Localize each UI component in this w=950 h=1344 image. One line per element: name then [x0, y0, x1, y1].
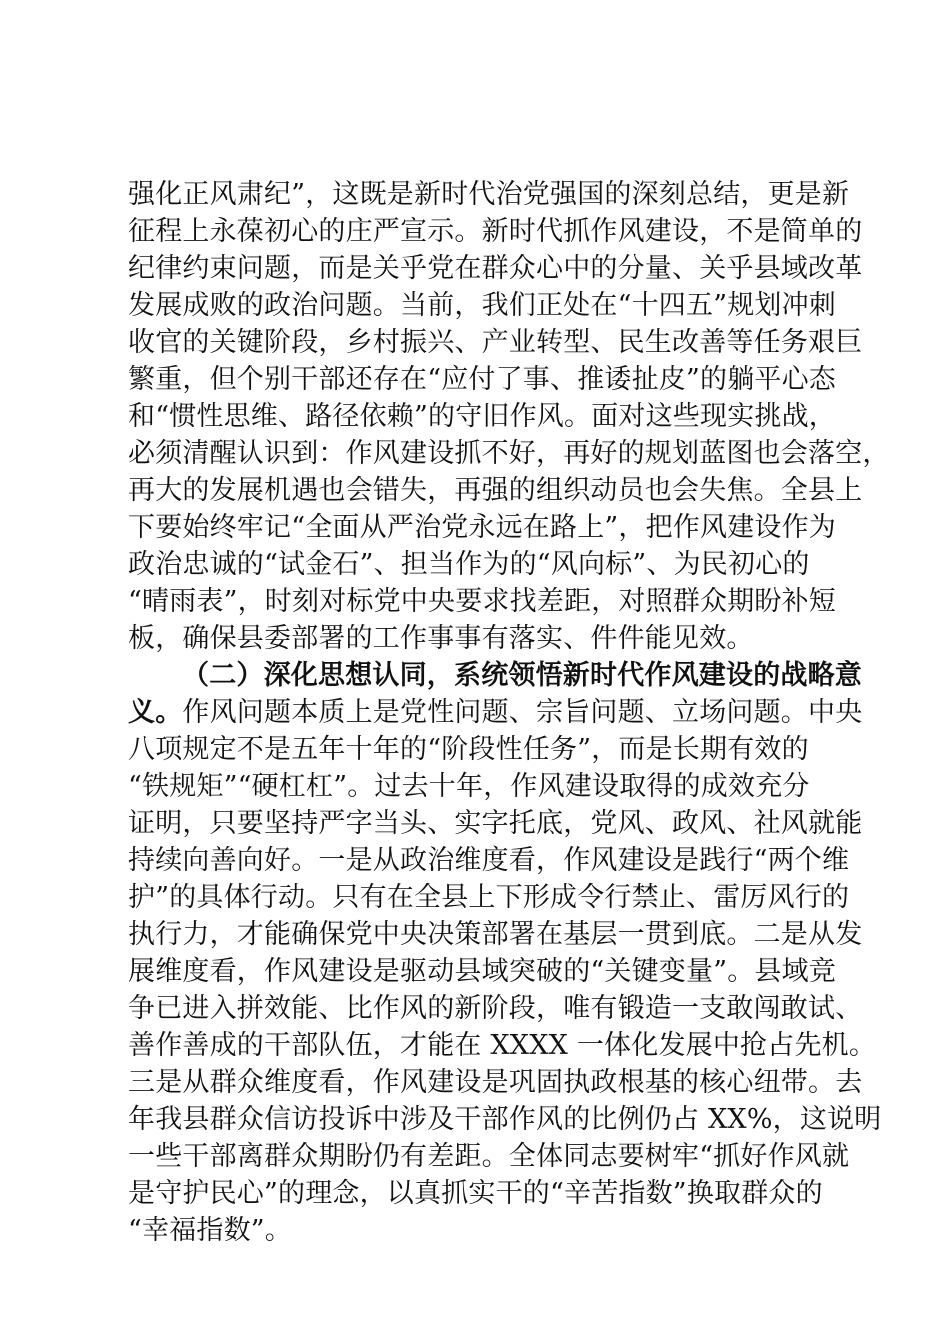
section-heading-end: 义。 — [128, 697, 183, 728]
paragraph-line: 展维度看，作风建设是驱动县域突破的“关键变量”。县域竞 — [128, 956, 837, 987]
paragraph-line: 必须清醒认识到：作风建设抓不好，再好的规划蓝图也会落空， — [128, 438, 890, 469]
paragraph-line: 政治忠诚的“试金石”、担当作为的“风向标”、为民初心的 — [128, 549, 810, 580]
document-body — [128, 176, 890, 1249]
paragraph-line: “铁规矩”“硬杠杠”。过去十年，作风建设取得的成效充分 — [128, 771, 810, 802]
paragraph-1 — [128, 176, 890, 657]
paragraph-line: 下要始终牢记“全面从严治党永远在路上”，把作风建设作为 — [128, 512, 837, 543]
paragraph-line: 征程上永葆初心的庄严宣示。新时代抓作风建设，不是简单的 — [128, 216, 863, 247]
paragraph-line: 强化正风肃纪”，这既是新时代治党强国的深刻总结，更是新 — [128, 179, 850, 210]
paragraph-line: 板，确保县委部署的工作事事有落实、件件能见效。 — [128, 623, 754, 654]
paragraph-line: 八项规定不是五年十年的“阶段性任务”，而是长期有效的 — [128, 734, 809, 765]
paragraph-line: 证明，只要坚持严字当头、实字托底，党风、政风、社风就能 — [128, 808, 863, 839]
paragraph-line: 是守护民心”的理念，以真抓实干的“辛苦指数”换取群众的 — [128, 1178, 823, 1209]
paragraph-line: 纪律约束问题，而是关乎党在群众心中的分量、关乎县域改革 — [128, 253, 863, 284]
paragraph-line: 繁重，但个别干部还存在“应付了事、推诿扯皮”的躺平心态 — [128, 364, 837, 395]
paragraph-line: 年我县群众信访投诉中涉及干部作风的比例仍占 XX%，这说明 — [128, 1104, 882, 1135]
paragraph-line: “晴雨表”，时刻对标党中央要求找差距，对照群众期盼补短 — [128, 586, 837, 617]
paragraph-line: 一些干部离群众期盼仍有差距。全体同志要树牢“抓好作风就 — [128, 1141, 850, 1172]
paragraph-line: 持续向善向好。一是从政治维度看，作风建设是践行“两个维 — [128, 845, 850, 876]
section-heading: （二）深化思想认同，系统领悟新时代作风建设的战略意 — [182, 660, 862, 691]
paragraph-line: 发展成败的政治问题。当前，我们正处在“十四五”规划冲刺 — [128, 290, 837, 321]
paragraph-2 — [128, 657, 882, 1249]
paragraph-line: 再大的发展机遇也会错失，再强的组织动员也会失焦。全县上 — [128, 475, 863, 506]
paragraph-line: “幸福指数”。 — [128, 1215, 293, 1246]
paragraph-line: 护”的具体行动。只有在全县上下形成令行禁止、雷厉风行的 — [128, 882, 850, 913]
paragraph-line: 和“惯性思维、路径依赖”的守旧作风。面对这些现实挑战， — [128, 401, 837, 432]
paragraph-line: 争已进入拼效能、比作风的新阶段，唯有锻造一支敢闯敢试、 — [128, 993, 863, 1024]
paragraph-line: 收官的关键阶段，乡村振兴、产业转型、民生改善等任务艰巨 — [128, 327, 863, 358]
paragraph-line: 三是从群众维度看，作风建设是巩固执政根基的核心纽带。去 — [128, 1067, 863, 1098]
paragraph-text: 作风问题本质上是党性问题、宗旨问题、立场问题。中央 — [182, 697, 863, 728]
paragraph-line — [128, 694, 863, 731]
paragraph-line: 执行力，才能确保党中央决策部署在基层一贯到底。二是从发 — [128, 919, 863, 950]
paragraph-line: 善作善成的干部队伍，才能在 XXXX 一体化发展中抢占先机。 — [128, 1030, 877, 1061]
